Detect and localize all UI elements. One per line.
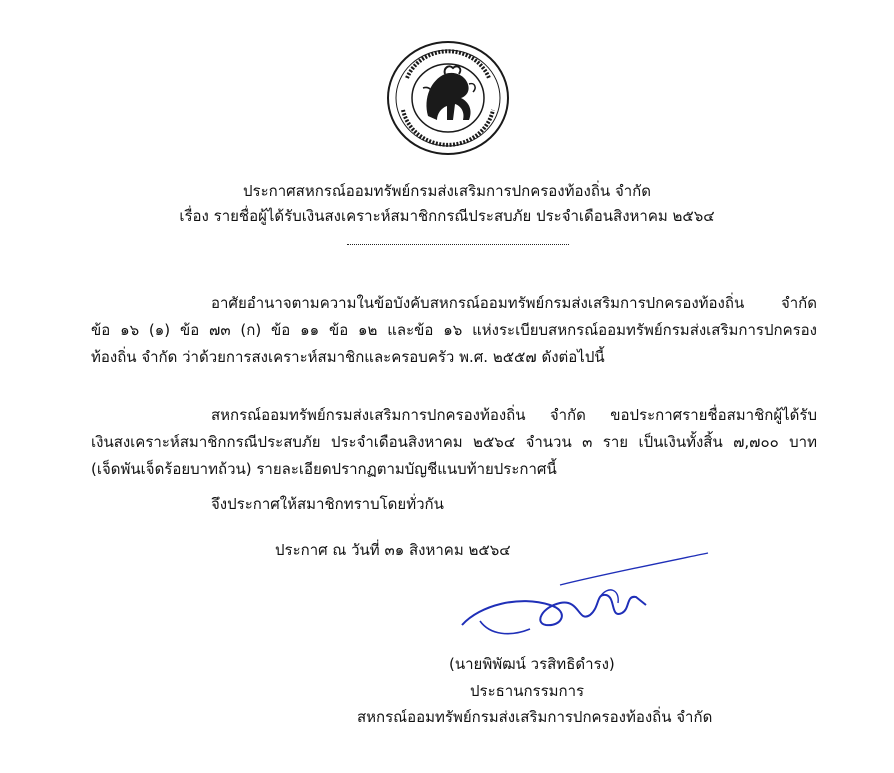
announcement-title: ประกาศสหกรณ์ออมทรัพย์กรมส่งเสริมการปกครองท้องถิ่น จำกัด bbox=[243, 182, 651, 200]
dotted-separator bbox=[347, 244, 569, 245]
signatory-organization: สหกรณ์ออมทรัพย์กรมส่งเสริมการปกครองท้องถิ่น จำกัด bbox=[357, 708, 713, 726]
announcement-date: ประกาศ ณ วันที่ ๓๑ สิงหาคม ๒๕๖๔ bbox=[275, 541, 511, 559]
announcement-subject: เรื่อง รายชื่อผู้ได้รับเงินสงเคราะห์สมาชิกกรณีประสบภัย ประจำเดือนสิงหาคม ๒๕๖๔ bbox=[179, 207, 715, 225]
paragraph-1-line-2: ข้อ ๑๖ (๑) ข้อ ๗๓ (ก) ข้อ ๑๑ ข้อ ๑๒ และข้อ ๑๖ แห่งระเบียบสหกรณ์ออมทรัพย์กรมส่งเสริมการปกครอง bbox=[91, 321, 817, 339]
paragraph-2-line-1: สหกรณ์ออมทรัพย์กรมส่งเสริมการปกครองท้องถิ่น จำกัด ขอประกาศรายชื่อสมาชิกผู้ได้รับ bbox=[211, 406, 817, 424]
paragraph-2-line-2: เงินสงเคราะห์สมาชิกกรณีประสบภัย ประจำเดือนสิงหาคม ๒๕๖๔ จำนวน ๓ ราย เป็นเงินทั้งสิ้น ๗,๗๐๐ บาท bbox=[91, 433, 817, 451]
paragraph-1-line-1: อาศัยอำนาจตามความในข้อบังคับสหกรณ์ออมทรัพย์กรมส่งเสริมการปกครองท้องถิ่น จำกัด bbox=[211, 294, 817, 312]
paragraph-2-line-3: (เจ็ดพันเจ็ดร้อยบาทถ้วน) รายละเอียดปรากฏตามบัญชีแนบท้ายประกาศนี้ bbox=[91, 460, 557, 478]
cooperative-seal-logo bbox=[383, 38, 513, 158]
paragraph-1-line-3: ท้องถิ่น จำกัด ว่าด้วยการสงเคราะห์สมาชิกและครอบครัว พ.ศ. ๒๕๕๗ ดังต่อไปนี้ bbox=[91, 348, 605, 366]
signatory-position: ประธานกรรมการ bbox=[470, 682, 585, 700]
closing-statement: จึงประกาศให้สมาชิกทราบโดยทั่วกัน bbox=[211, 495, 444, 513]
signatory-name: (นายพิพัฒน์ วรสิทธิดำรง) bbox=[449, 655, 615, 673]
handwritten-signature bbox=[450, 545, 710, 645]
